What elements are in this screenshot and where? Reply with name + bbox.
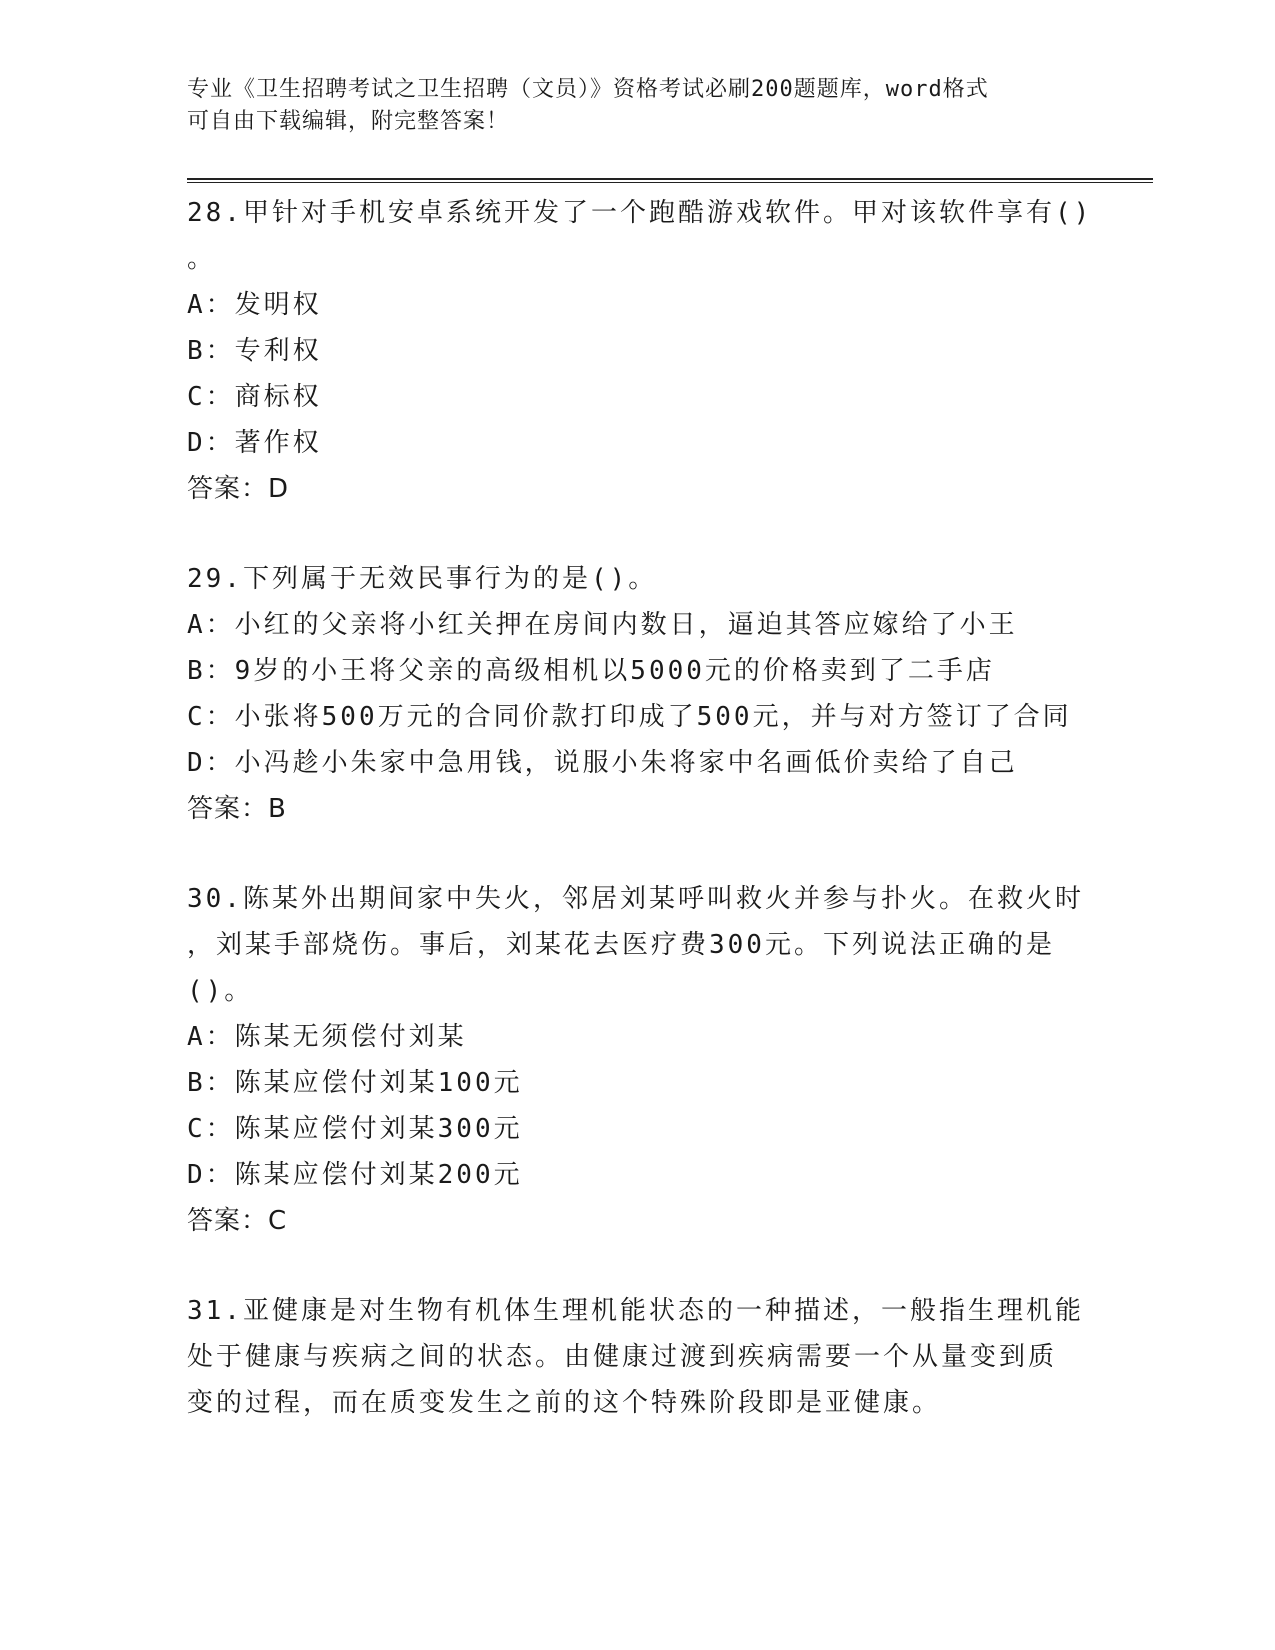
question-stem: 29.下列属于无效民事行为的是()。 [187,564,658,594]
answer-line: 答案：D [187,474,290,504]
question-block [187,876,1087,1244]
option-b: B：陈某应偿付刘某100元 [187,1068,523,1098]
question-stem: ()。 [187,976,254,1006]
question-stem: ，刘某手部烧伤。事后，刘某花去医疗费300元。下列说法正确的是 [187,930,1055,960]
question-stem: 。 [187,244,217,274]
header-divider [187,178,1153,180]
question-stem: 30.陈某外出期间家中失火，邻居刘某呼叫救火并参与扑火。在救火时 [187,884,1084,914]
spacer [187,1244,1087,1288]
option-d: D：著作权 [187,428,322,458]
option-c: C：小张将500万元的合同价款打印成了500元，并与对方签订了合同 [187,702,1072,732]
option-b: B：专利权 [187,336,322,366]
question-list [187,190,1093,1426]
answer-line: 答案：C [187,1206,288,1236]
option-c: C：商标权 [187,382,322,412]
document-header [187,74,1067,138]
question-block [187,190,1093,512]
option-a: A：陈某无须偿付刘某 [187,1022,467,1052]
option-a: A：发明权 [187,290,322,320]
spacer [187,832,1087,876]
header-title-line-1: 专业《卫生招聘考试之卫生招聘（文员）》资格考试必刷200题题库，word格式 [187,77,989,102]
question-stem: 31.亚健康是对生物有机体生理机能状态的一种描述，一般指生理机能 [187,1296,1084,1326]
header-title-line-2: 可自由下载编辑，附完整答案！ [187,109,510,134]
option-a: A：小红的父亲将小红关押在房间内数日，逼迫其答应嫁给了小王 [187,610,1018,640]
question-block [187,1288,1087,1426]
spacer [187,512,1087,556]
question-block [187,556,1087,832]
answer-line: 答案：B [187,794,287,824]
question-stem: 处于健康与疾病之间的状态。由健康过渡到疾病需要一个从量变到质 [187,1342,1058,1372]
option-c: C：陈某应偿付刘某300元 [187,1114,523,1144]
option-b: B：9岁的小王将父亲的高级相机以5000元的价格卖到了二手店 [187,656,995,686]
option-d: D：小冯趁小朱家中急用钱，说服小朱将家中名画低价卖给了自己 [187,748,1018,778]
option-d: D：陈某应偿付刘某200元 [187,1160,523,1190]
header-divider-thin [187,182,1153,183]
question-stem: 28.甲针对手机安卓系统开发了一个跑酷游戏软件。甲对该软件享有() [187,198,1093,228]
question-stem: 变的过程，而在质变发生之前的这个特殊阶段即是亚健康。 [187,1388,942,1418]
